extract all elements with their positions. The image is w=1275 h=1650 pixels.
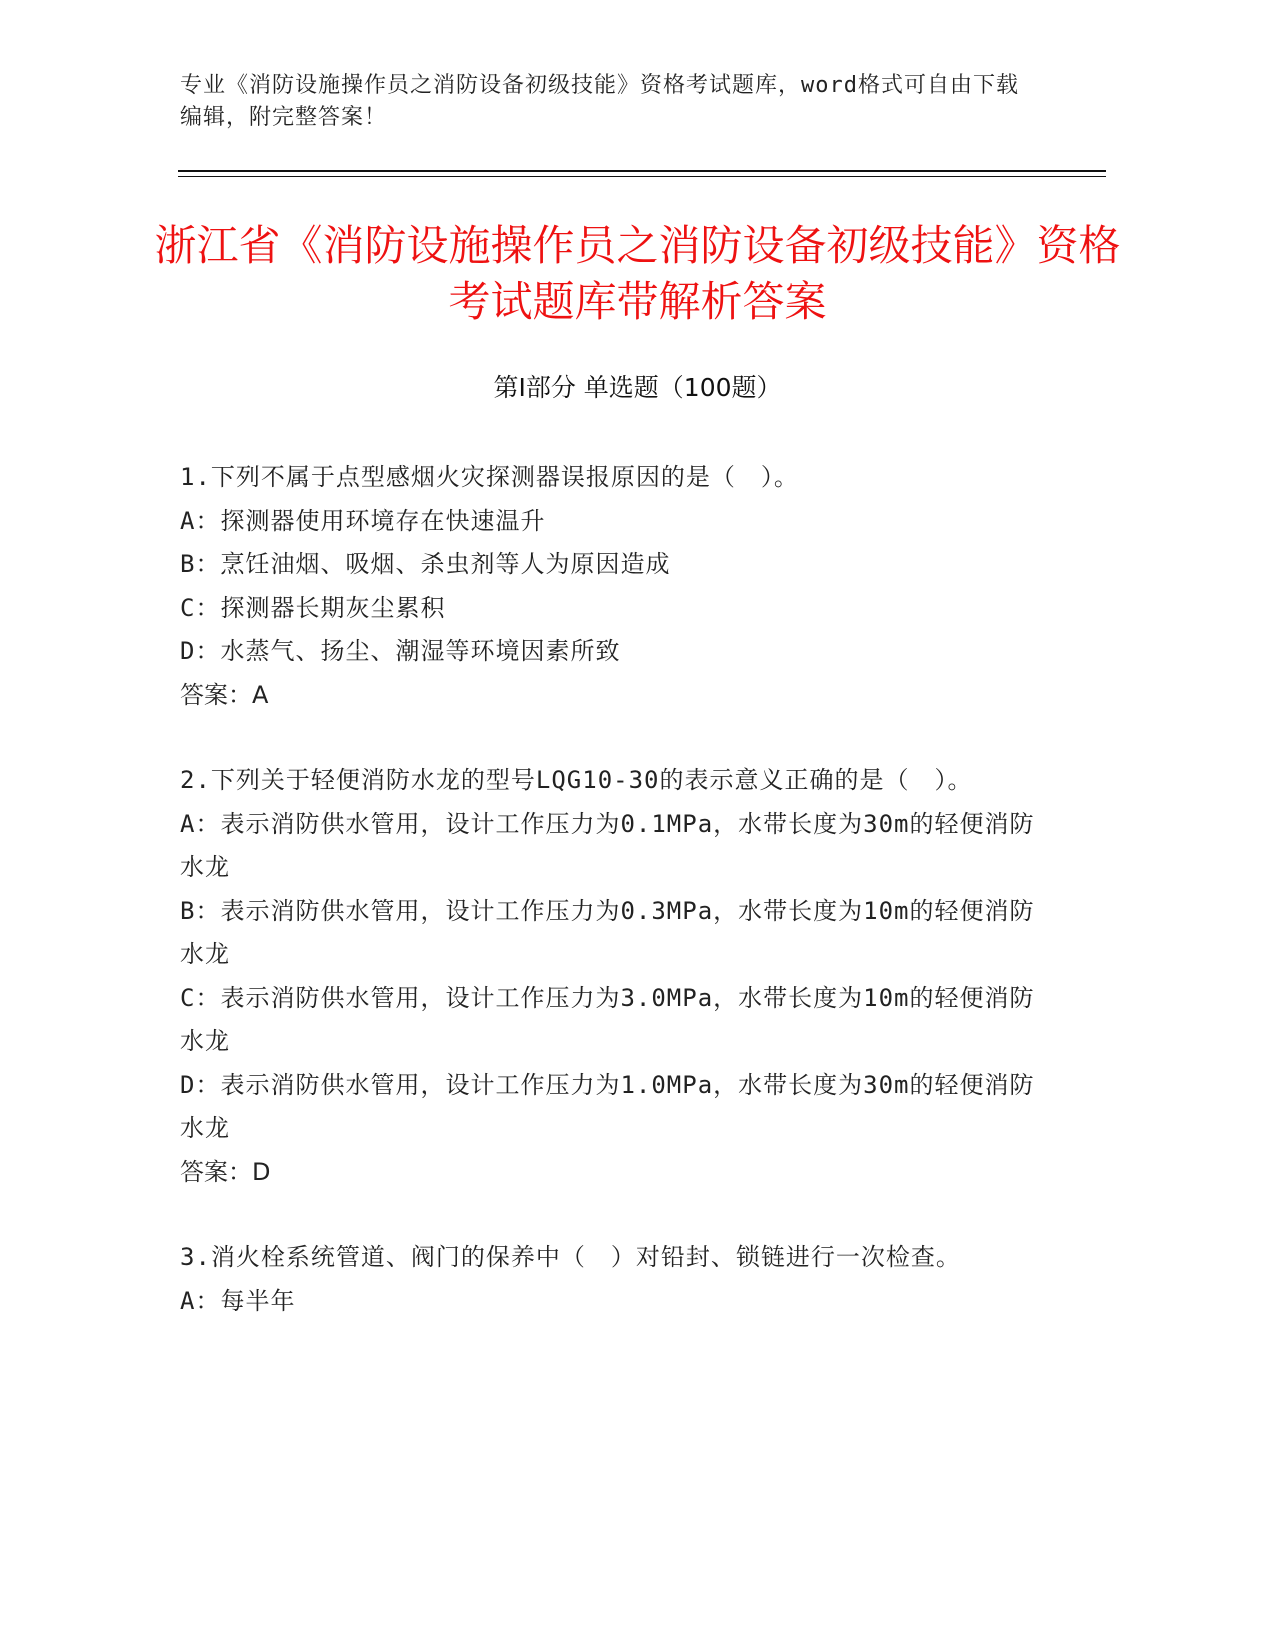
option-b: B：烹饪油烟、吸烟、杀虫剂等人为原因造成 [180,550,671,578]
option-a: A：探测器使用环境存在快速温升 [180,506,546,535]
option-c: C：探测器长期灰尘累积 [180,593,446,622]
question-stem: 3.消火栓系统管道、阀门的保养中（ ）对铅封、锁链进行一次检查。 [180,1243,961,1271]
question-1 [180,456,1040,717]
question-stem: 2.下列关于轻便消防水龙的型号LQG10-30的表示意义正确的是（ ）。 [180,766,973,794]
header-divider [178,170,1106,172]
option-d: D：水蒸气、扬尘、潮湿等环境因素所致 [180,637,621,665]
option-a: A：表示消防供水管用，设计工作压力为0.1MPa，水带长度为30m的轻便消防水龙 [180,809,1035,881]
header-divider-thin [178,176,1106,177]
option-b: B：表示消防供水管用，设计工作压力为0.3MPa，水带长度为10m的轻便消防水龙 [180,896,1035,968]
question-3 [180,1236,1040,1323]
section-heading: 第Ⅰ部分 单选题（100题） [493,373,782,402]
option-d: D：表示消防供水管用，设计工作压力为1.0MPa，水带长度为30m的轻便消防水龙 [180,1070,1035,1142]
question-stem: 1.下列不属于点型感烟火灾探测器误报原因的是（ ）。 [180,463,799,491]
answer-line: 答案：A [180,680,269,709]
option-a: A：每半年 [180,1286,296,1315]
question-list [180,456,1040,1365]
option-c: C：表示消防供水管用，设计工作压力为3.0MPa，水带长度为10m的轻便消防水龙 [180,983,1035,1055]
question-2 [180,759,1040,1194]
header-note: 专业《消防设施操作员之消防设备初级技能》资格考试题库，word格式可自由下载编辑，附完整答案！ [180,73,1019,130]
document-title: 浙江省《消防设施操作员之消防设备初级技能》资格考试题库带解析答案 [154,221,1121,326]
answer-line: 答案：D [180,1157,271,1186]
